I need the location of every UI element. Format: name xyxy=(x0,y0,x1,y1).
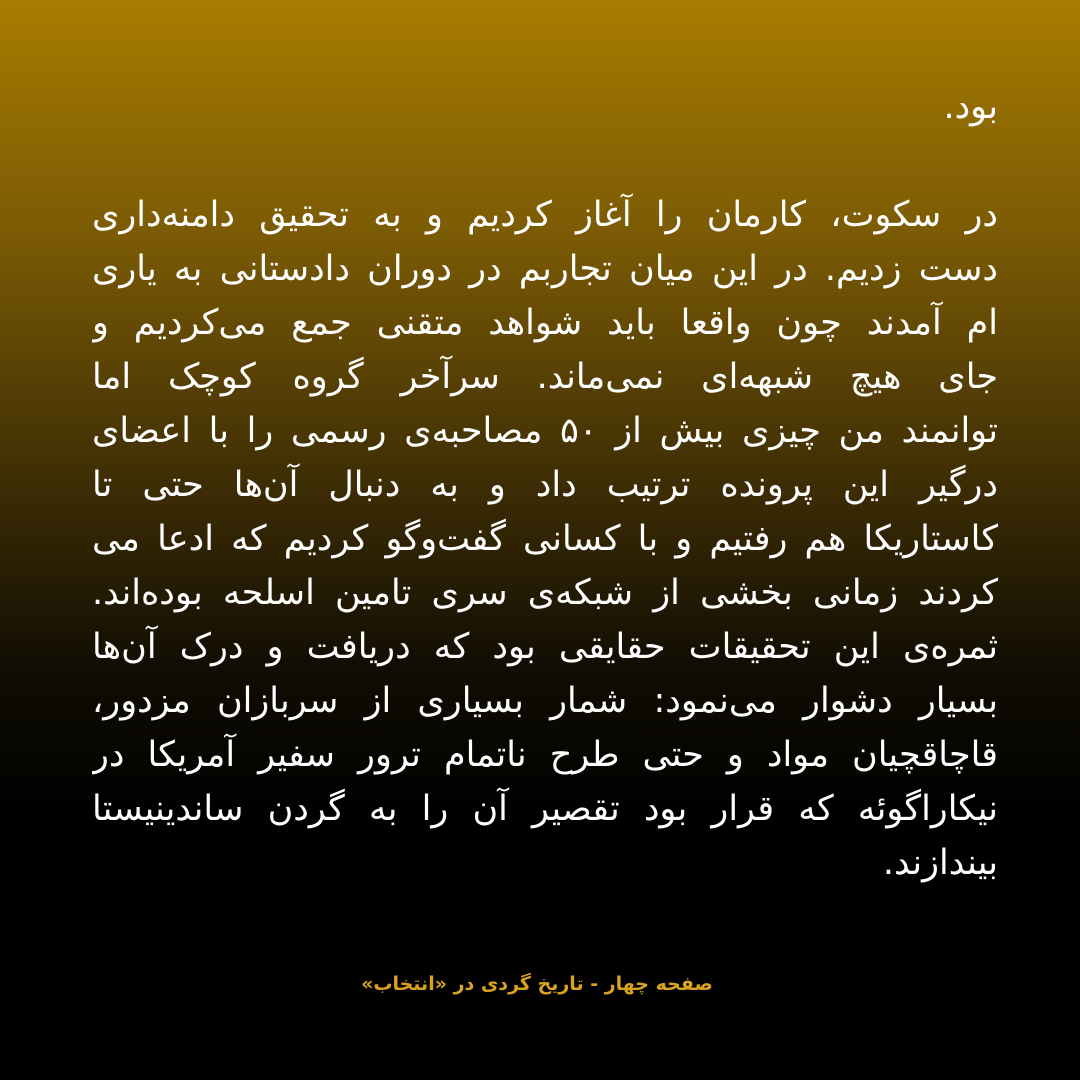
text-line: جای هیچ شبهه‌ای نمی‌ماند. سرآخر گروه کوچک اما xyxy=(92,357,998,397)
text-line: بسیار دشوار می‌نمود: شمار بسیاری از سربازان مزدور، xyxy=(92,681,998,721)
text-line: توانمند من چیزی بیش از ۵۰ مصاحبه‌ی رسمی را با اعضای xyxy=(92,411,998,451)
text-line: کاستاریکا هم رفتیم و با کسانی گفت‌وگو کردیم که ادعا می xyxy=(92,519,998,559)
paragraph-gap xyxy=(92,134,998,188)
text-line: بیندازند. xyxy=(882,843,998,883)
page-caption-text: صفحه چهار - تاریخ گردی در «انتخاب» xyxy=(361,973,713,995)
text-line: نیکاراگوئه که قرار بود تقصیر آن را به گردن ساندینیستا xyxy=(92,789,998,829)
page-caption xyxy=(0,966,1080,1002)
text-line: درگیر این پرونده ترتیب داد و به دنبال آن‌ها حتی تا xyxy=(92,465,998,505)
text-line: ام آمدند چون واقعا باید شواهد متقنی جمع می‌کردیم و xyxy=(92,303,998,343)
text-line: بود. xyxy=(943,87,998,127)
text-line: ثمره‌ی این تحقیقات حقایقی بود که دریافت و درک آن‌ها xyxy=(92,627,998,667)
text-line: کردند زمانی بخشی از شبکه‌ی سری تامین اسلحه بوده‌اند. xyxy=(92,573,998,613)
text-line: در سکوت، کارمان را آغاز کردیم و به تحقیق دامنه‌داری xyxy=(92,195,998,235)
text-line: قاچاقچیان مواد و حتی طرح ناتمام ترور سفیر آمریکا در xyxy=(92,735,998,775)
body-text xyxy=(92,80,998,890)
text-line: دست زدیم. در این میان تجاربم در دوران دادستانی به یاری xyxy=(92,249,998,289)
